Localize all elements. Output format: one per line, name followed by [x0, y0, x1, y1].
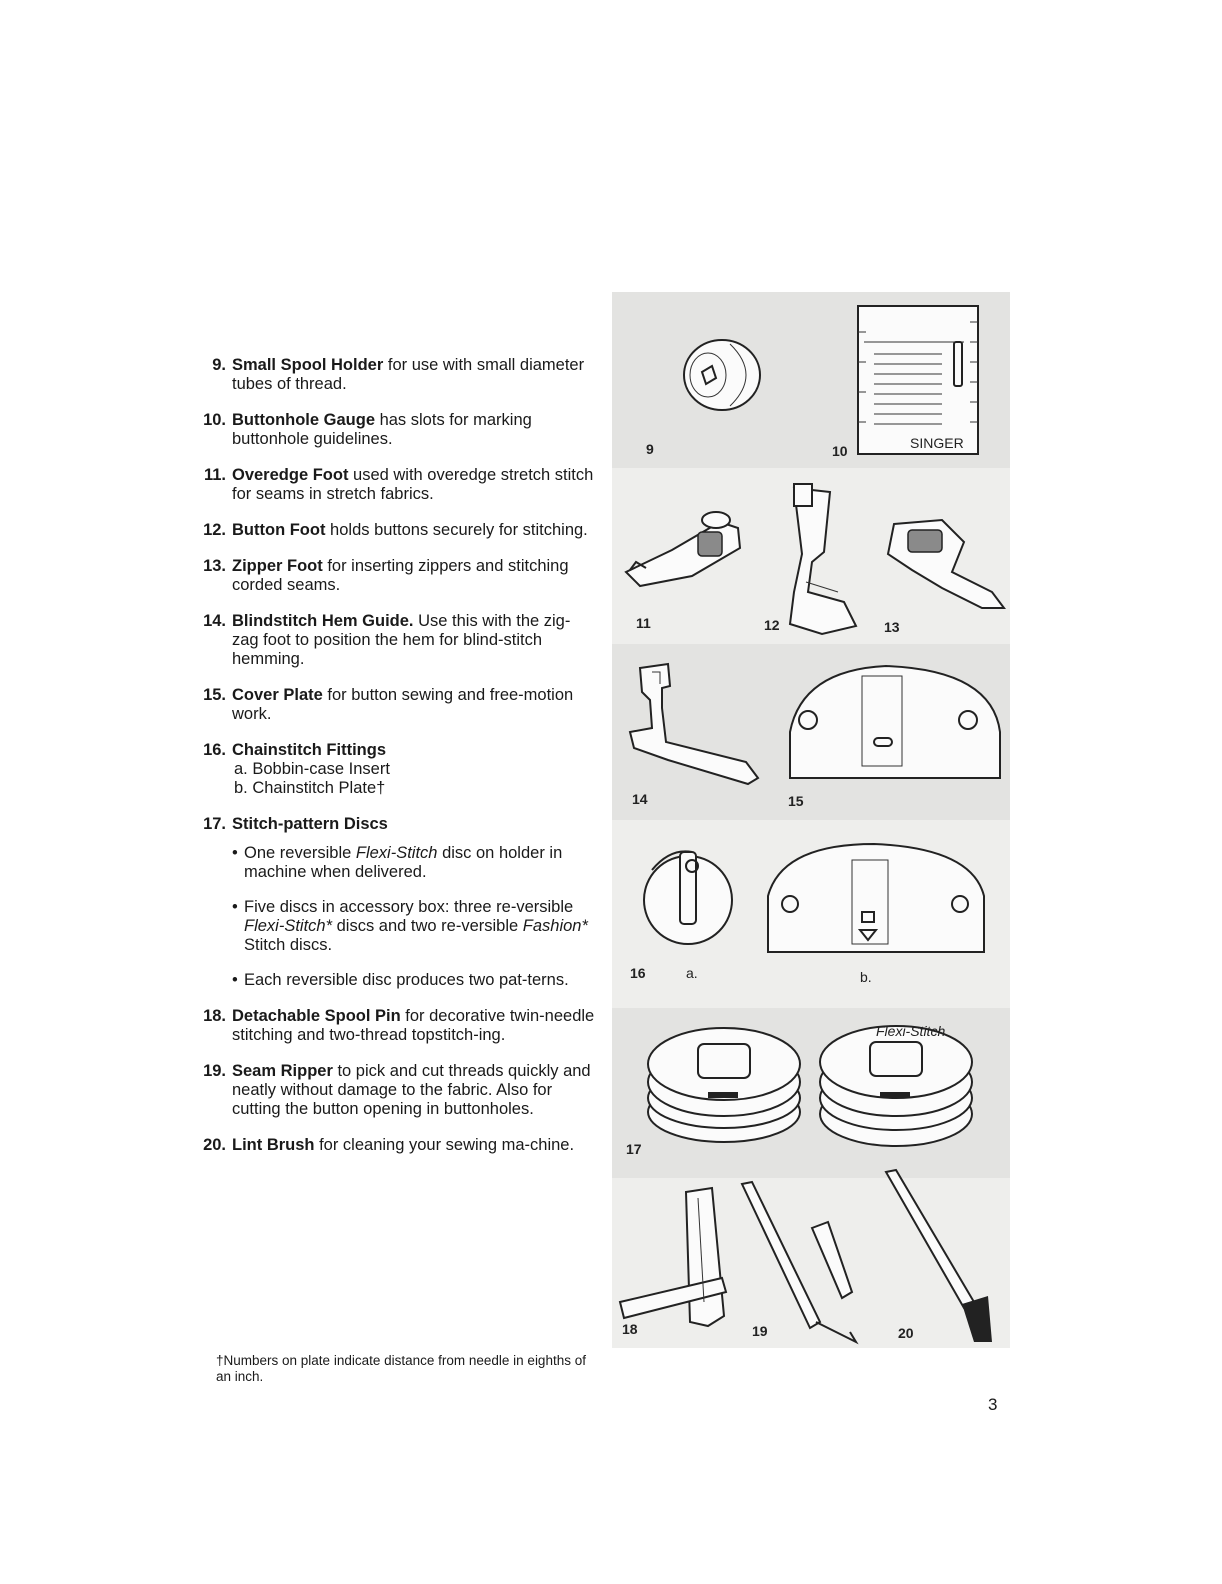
list-item: 10. Buttonhole Gauge has slots for marking buttonhole guidelines. — [203, 411, 532, 448]
bobbin-case-insert-drawing — [644, 851, 732, 944]
sub-item: a. Bobbin-case Insert — [234, 760, 390, 778]
bullet-item: • Each reversible disc produces two pat-terns. — [232, 971, 569, 989]
figure-label: 12 — [764, 617, 780, 633]
list-item: 11. Overedge Foot used with overedge stretch stitch for seams in stretch fabrics. — [203, 466, 594, 503]
figure-label: 15 — [788, 793, 804, 809]
list-item: 16. Chainstitch Fittings a. Bobbin-case Insert b. Chainstitch Plate† — [188, 741, 596, 798]
figure-label: 16 — [630, 965, 646, 981]
gauge-brand: SINGER — [910, 435, 964, 451]
figure-label: 11 — [636, 615, 651, 631]
figure-label: 13 — [884, 619, 900, 635]
list-item: 17. Stitch-pattern Discs • One reversible Flexi-Stitch disc on holder in machine when delivered. • Five discs in accessory box: three re-versible Flexi-Stitch* discs and two re-versible Fashion* Stitch discs. • Each reversible disc produces two pat-terns. — [188, 815, 596, 990]
figure-label: a. — [686, 965, 698, 981]
list-item: 12. Button Foot holds buttons securely for stitching. — [203, 521, 588, 539]
lint-brush-drawing — [886, 1170, 992, 1342]
zipper-foot-drawing — [888, 520, 1004, 608]
detachable-spool-pin-drawing — [620, 1188, 726, 1326]
footnote: †Numbers on plate indicate distance from needle in eighths of an inch. — [216, 1353, 586, 1384]
figure-label: 18 — [622, 1321, 638, 1337]
list-item: 9. Small Spool Holder for use with small diameter tubes of thread. — [212, 356, 585, 393]
page-number: 3 — [988, 1395, 998, 1414]
figure-label: 14 — [632, 791, 648, 807]
figure-label: 9 — [646, 441, 654, 457]
list-item: 19. Seam Ripper to pick and cut threads quickly and neatly without damage to the fabric. Also for cutting the button opening in buttonholes. — [203, 1062, 591, 1118]
accessory-list — [188, 356, 596, 1172]
overedge-foot-drawing — [626, 512, 740, 586]
sub-item: b. Chainstitch Plate† — [234, 779, 386, 797]
figure-label: 20 — [898, 1325, 914, 1341]
bullet-list — [232, 844, 596, 990]
figure-label: 19 — [752, 1323, 768, 1339]
figure-label: b. — [860, 969, 872, 985]
button-foot-drawing — [790, 484, 856, 634]
bullet-item: • One reversible Flexi-Stitch disc on holder in machine when delivered. — [232, 844, 563, 881]
accessories-illustration — [612, 292, 1010, 1348]
buttonhole-gauge-drawing — [858, 306, 978, 454]
disc-brand: Flexi-Stitch — [876, 1023, 946, 1039]
list-item: 20. Lint Brush for cleaning your sewing ma-chine. — [203, 1136, 575, 1154]
figure-label: 10 — [832, 443, 848, 459]
bullet-item: • Five discs in accessory box: three re-versible Flexi-Stitch* discs and two re-versible Fashion* Stitch discs. — [232, 898, 588, 954]
accessories-illustration-panel — [612, 292, 1010, 1348]
sub-list — [232, 760, 596, 798]
figure-label: 17 — [626, 1141, 642, 1157]
small-spool-holder-drawing — [684, 340, 760, 410]
seam-ripper-drawing — [742, 1182, 856, 1342]
list-item: 13. Zipper Foot for inserting zippers and stitching corded seams. — [203, 557, 569, 594]
list-item: 15. Cover Plate for button sewing and free-motion work. — [203, 686, 574, 723]
list-item: 14. Blindstitch Hem Guide. Use this with the zig-zag foot to position the hem for blind-stitch hemming. — [203, 612, 571, 668]
chainstitch-plate-drawing — [768, 844, 984, 952]
list-item: 18. Detachable Spool Pin for decorative twin-needle stitching and two-thread topstitch-ing. — [203, 1007, 595, 1044]
